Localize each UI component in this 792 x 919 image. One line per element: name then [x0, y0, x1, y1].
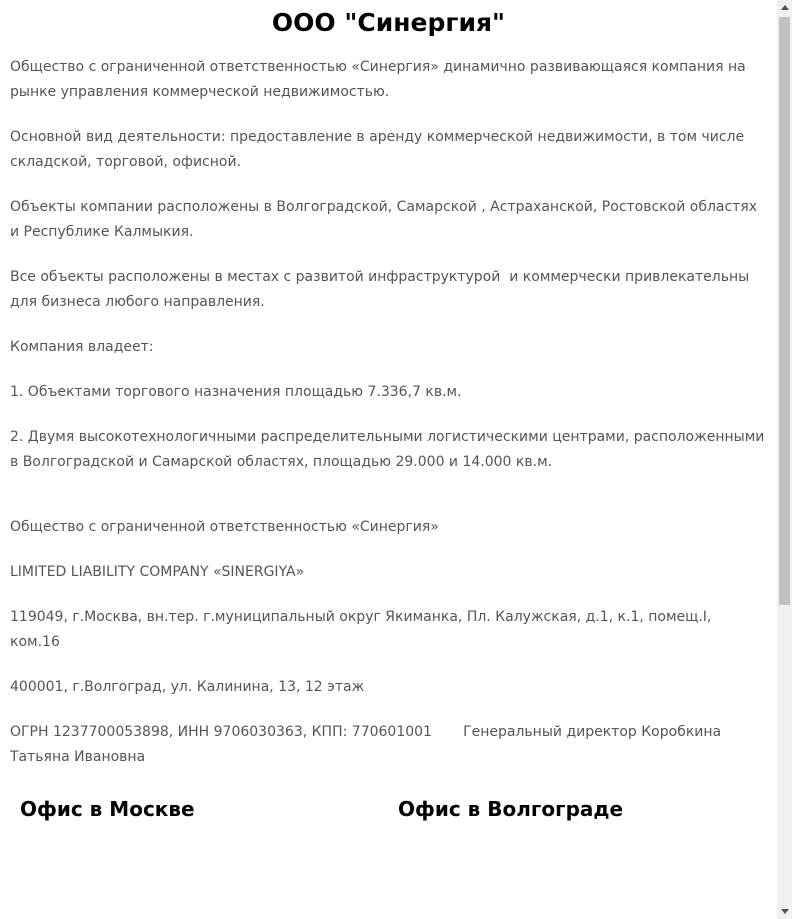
scroll-up-arrow-icon[interactable] [777, 0, 792, 15]
list-item-2: 2. Двумя высокотехнологичными распределительными логистическими центрами, расположенными в Волгоградской и Самарской областях, площадью 29.000 и 14.000 кв.м. [10, 429, 769, 470]
company-requisites: ОГРН 1237700053898, ИНН 9706030363, КПП: 770601001 Генеральный директор Коробкина Татьяна Ивановна [10, 724, 726, 765]
company-description [10, 55, 769, 790]
scroll-down-arrow-icon[interactable] [777, 904, 792, 919]
address-moscow: 119049, г.Москва, вн.тер. г.муниципальный округ Якиманка, Пл. Калужская, д.1, к.1, помещ.I, ком.16 [10, 609, 716, 650]
paragraph-activity: Основной вид деятельности: предоставление в аренду коммерческой недвижимости, в том числе складской, торговой, офисной. [10, 129, 749, 170]
paragraph-owns: Компания владеет: [10, 339, 154, 355]
vertical-scrollbar[interactable] [777, 0, 792, 919]
list-item-1: 1. Объектами торгового назначения площадью 7.336,7 кв.м. [10, 384, 462, 400]
paragraph-infrastructure: Все объекты расположены в местах с развитой инфраструктурой и коммерчески привлекательны для бизнеса любого направления. [10, 269, 754, 310]
office-moscow-title: Офис в Москве [20, 797, 195, 821]
address-volgograd: 400001, г.Волгоград, ул. Калинина, 13, 12 этаж [10, 679, 365, 695]
paragraph-regions: Объекты компании расположены в Волгоградской, Самарской , Астраханской, Ростовской областях и Республике Калмыкия. [10, 199, 762, 240]
scroll-thumb[interactable] [779, 17, 790, 605]
company-name-en: LIMITED LIABILITY COMPANY «SINERGIYA» [10, 564, 305, 580]
company-name-ru: Общество с ограниченной ответственностью «Синергия» [10, 519, 439, 535]
offices-section [0, 793, 777, 833]
office-volgograd-title: Офис в Волгограде [398, 797, 624, 821]
page-title: ООО "Синергия" [271, 8, 506, 37]
paragraph-intro: Общество с ограниченной ответственностью «Синергия» динамично развивающаяся компания на рынке управления коммерческой недвижимостью. [10, 59, 751, 100]
